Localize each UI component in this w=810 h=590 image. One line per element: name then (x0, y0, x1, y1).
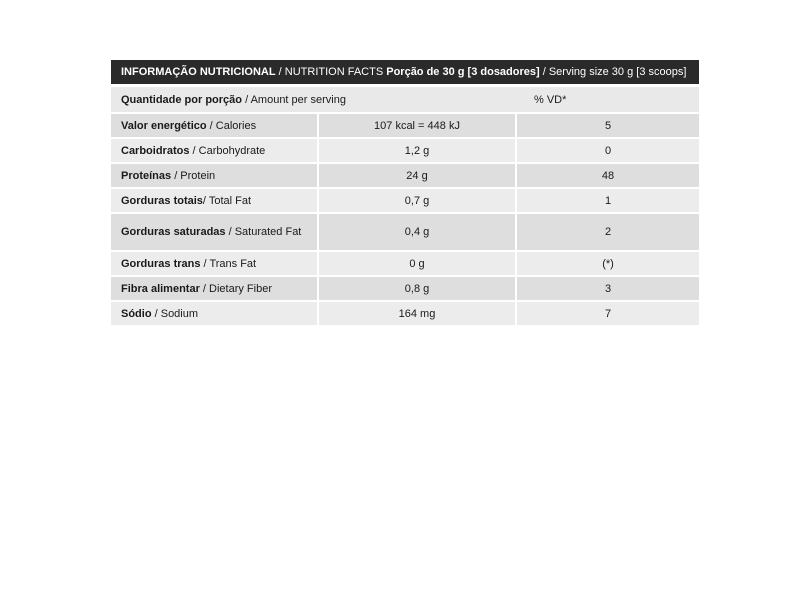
nutrient-amount: 107 kcal = 448 kJ (317, 114, 517, 137)
nutrient-amount: 0,7 g (317, 189, 517, 212)
nutrient-amount: 164 mg (317, 302, 517, 325)
nutrient-amount: 24 g (317, 164, 517, 187)
table-row (111, 214, 699, 252)
nutrient-vd: 3 (604, 282, 612, 295)
table-row (111, 139, 699, 164)
header-serving-en: / Serving size 30 g [3 scoops] (539, 66, 687, 78)
nutrient-name-pt: Carboidratos (121, 144, 190, 157)
header-serving-pt: Porção de 30 g [3 dosadores] (386, 66, 540, 78)
subheader-row (111, 87, 699, 114)
nutrient-name-en: / Carbohydrate (189, 144, 266, 157)
table-row (111, 164, 699, 189)
nutrient-name-pt: Gorduras trans (121, 257, 201, 270)
table-row (111, 277, 699, 302)
nutrient-vd: 2 (604, 226, 612, 238)
nutrient-label (111, 114, 317, 137)
nutrient-name-pt: Sódio (121, 307, 152, 320)
nutrient-name-pt: Valor energético (121, 119, 207, 132)
nutrient-name-en: / Total Fat (202, 194, 252, 207)
nutrient-name-en: / Calories (206, 119, 257, 132)
nutrient-label (111, 139, 317, 162)
nutrient-name-pt: Gorduras saturadas (121, 226, 226, 238)
nutrient-amount: 0,4 g (317, 214, 517, 250)
table-row (111, 189, 699, 214)
nutrient-name-en: / Protein (171, 169, 216, 182)
nutrient-label (111, 277, 317, 300)
header-separator: / (275, 66, 285, 78)
nutrient-name-en: / Saturated Fat (225, 226, 302, 238)
nutrient-label (111, 302, 317, 325)
amount-label-en: / Amount per serving (242, 93, 346, 106)
table-row (111, 252, 699, 277)
nutrient-amount: 0 g (317, 252, 517, 275)
nutrient-name-pt: Gorduras totais (121, 194, 203, 207)
nutrient-name-en: / Dietary Fiber (199, 282, 272, 295)
nutrient-label (111, 252, 317, 275)
nutrition-facts-table (111, 60, 699, 327)
nutrient-label (111, 164, 317, 187)
amount-label-pt: Quantidade por porção (121, 93, 243, 106)
nutrient-vd: 7 (604, 307, 612, 320)
table-row (111, 114, 699, 139)
header-title-pt: INFORMAÇÃO NUTRICIONAL (121, 66, 276, 78)
amount-per-serving-label (111, 88, 524, 111)
nutrient-amount: 0,8 g (317, 277, 517, 300)
table-header (111, 60, 699, 84)
nutrient-vd: 48 (601, 169, 615, 182)
nutrient-name-en: / Sodium (151, 307, 199, 320)
header-title-en: NUTRITION FACTS (284, 66, 387, 78)
nutrient-label (111, 189, 317, 212)
nutrient-name-pt: Proteínas (121, 169, 172, 182)
nutrient-amount: 1,2 g (317, 139, 517, 162)
nutrient-vd: 0 (604, 144, 612, 157)
vd-header: % VD* (534, 93, 567, 106)
table-row (111, 302, 699, 327)
nutrient-label (111, 214, 317, 250)
nutrient-vd: 1 (604, 194, 612, 207)
nutrient-name-en: / Trans Fat (200, 257, 257, 270)
nutrient-vd: 5 (604, 119, 612, 132)
nutrient-name-pt: Fibra alimentar (121, 282, 200, 295)
nutrient-vd: (*) (602, 257, 614, 270)
